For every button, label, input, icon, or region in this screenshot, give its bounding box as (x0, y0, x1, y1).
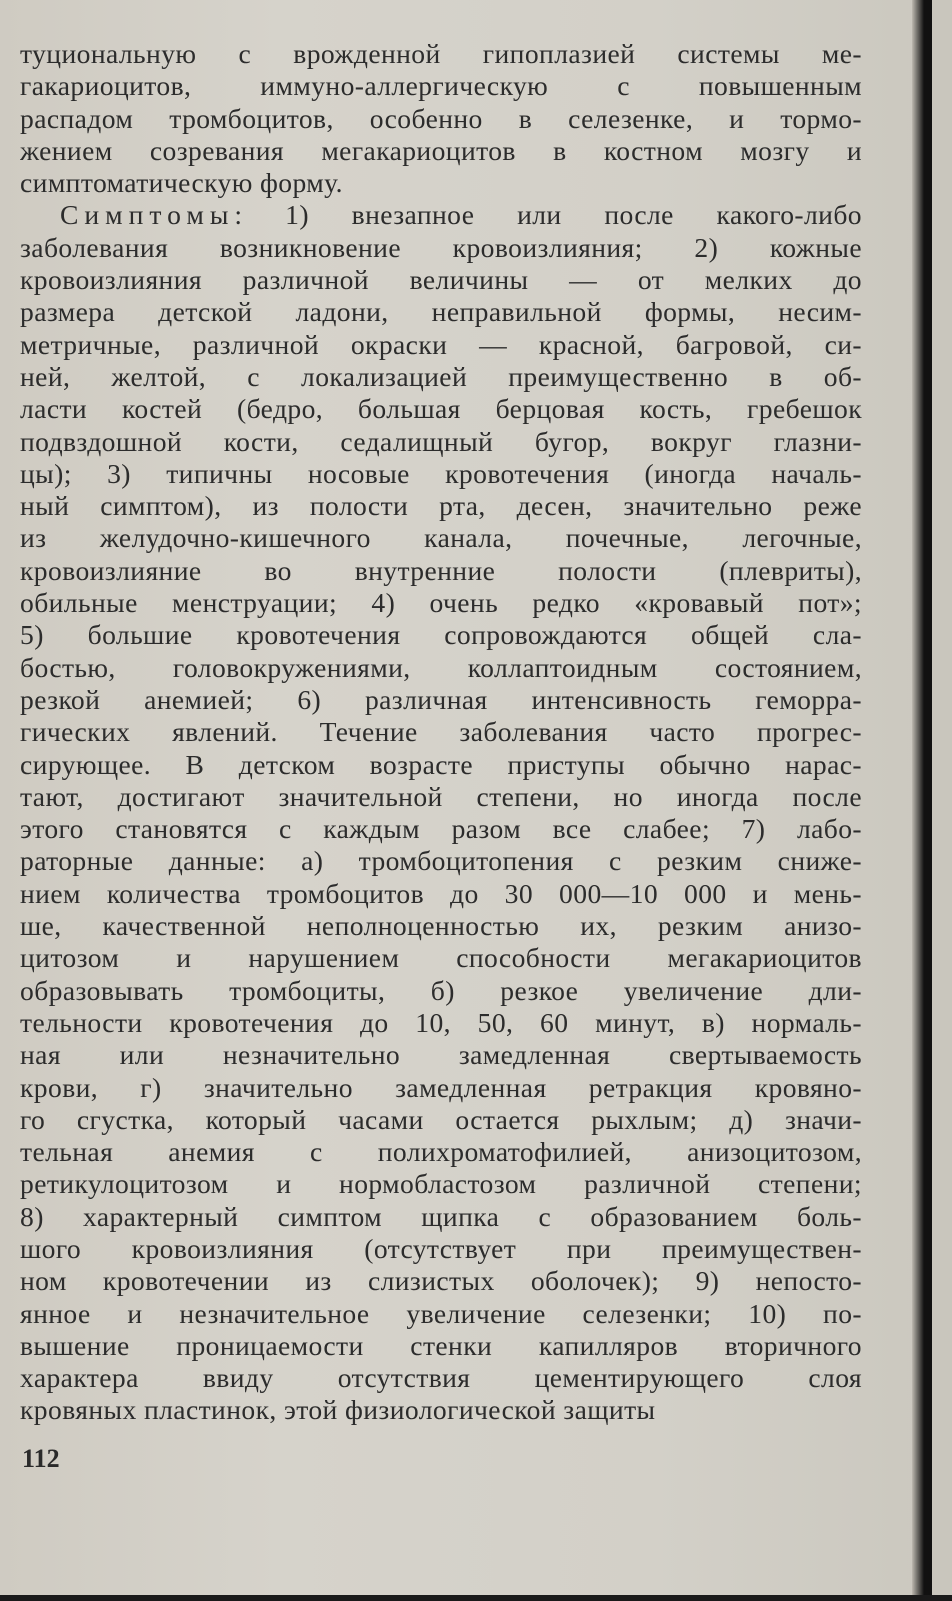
text-line: 5) большие кровотечения сопровождаются общей сла- (20, 619, 862, 651)
text-line: ный симптом), из полости рта, десен, значительно реже (20, 490, 862, 522)
text-line: нием количества тромбоцитов до 30 000—10 000 и мень- (20, 877, 862, 909)
text-line: заболевания возникновение кровоизлияния; 2) кожные (20, 231, 862, 263)
text-line: раторные данные: а) тромбоцитопения с резким сниже- (20, 845, 862, 877)
text-line: характера ввиду отсутствия цементирующего слоя (20, 1362, 862, 1394)
text-line: тельная анемия с полихроматофилией, анизоцитозом, (20, 1136, 862, 1168)
text-line: ше, качественной неполноценностью их, резким анизо- (20, 910, 862, 942)
text-line: обильные менструации; 4) очень редко «кровавый пот»; (20, 587, 862, 619)
text-line: этого становятся с каждым разом все слабее; 7) лабо- (20, 813, 862, 845)
text-line: туциональную с врожденной гипоплазией системы ме- (20, 38, 862, 69)
text-line: тают, достигают значительной степени, но иногда после (20, 780, 862, 812)
page-number: 112 (22, 1444, 60, 1473)
text-line: ная или незначительно замедленная свертываемость (20, 1039, 862, 1071)
text-line: цы); 3) типичны носовые кровотечения (иногда началь- (20, 457, 862, 489)
text-line: ном кровотечении из слизистых оболочек); 9) непосто- (20, 1265, 862, 1297)
text-line: вышение проницаемости стенки капилляров вторичного (20, 1329, 862, 1361)
text-line: го сгустка, который часами остается рыхлым; д) значи- (20, 1103, 862, 1135)
text-line: гических явлений. Течение заболевания часто прогрес- (20, 716, 862, 748)
text-line: размера детской ладони, неправильной формы, несим- (20, 296, 862, 328)
text-line: ласти костей (бедро, большая берцовая кость, гребешок (20, 393, 862, 425)
page-edge-shadow (912, 0, 932, 1601)
text-line: метричные, различной окраски — красной, багровой, си- (20, 328, 862, 360)
text-line: образовывать тромбоциты, б) резкое увеличение дли- (20, 974, 862, 1006)
text-line: гакариоцитов, иммуно-аллергическую с повышенным (20, 70, 862, 102)
text-line: симптоматическую форму. (20, 167, 343, 199)
text-line: кровоизлияние во внутренние полости (плевриты), (20, 554, 862, 586)
text-line: из желудочно-кишечного канала, почечные, легочные, (20, 522, 862, 554)
text-line: подвздошной кости, седалищный бугор, вокруг глазни- (20, 425, 862, 457)
text-line: тельности кровотечения до 10, 50, 60 минут, в) нормаль- (20, 1006, 862, 1038)
text-line: распадом тромбоцитов, особенно в селезенке, и тормо- (20, 102, 862, 134)
text-line: кровяных пластинок, этой физиологической защиты (20, 1394, 656, 1426)
text-line: бостью, головокружениями, коллаптоидным состоянием, (20, 651, 862, 683)
section-lead-word: Симптомы (60, 199, 235, 231)
text-line: янное и незначительное увеличение селезенки; 10) по- (20, 1297, 862, 1329)
text-line: 8) характерный симптом щипка с образованием боль- (20, 1200, 862, 1232)
text-line: ретикулоцитозом и нормобластозом различной степени; (20, 1168, 862, 1200)
text-line: цитозом и нарушением способности мегакариоцитов (20, 942, 862, 974)
text-line: Симптомы: 1) внезапное или после какого-либо (60, 199, 862, 231)
text-line: крови, г) значительно замедленная ретракция кровяно- (20, 1071, 862, 1103)
body-text (20, 38, 862, 1427)
scan-border (0, 1595, 952, 1601)
text-line: жением созревания мегакариоцитов в костном мозгу и (20, 134, 862, 166)
text-line: ней, желтой, с локализацией преимущественно в об- (20, 360, 862, 392)
text-line: сирующее. В детском возрасте приступы обычно нарас- (20, 748, 862, 780)
text-line: кровоизлияния различной величины — от мелких до (20, 264, 862, 296)
text-line: резкой анемией; 6) различная интенсивность геморра- (20, 683, 862, 715)
text-line: шого кровоизлияния (отсутствует при преимуществен- (20, 1232, 862, 1264)
